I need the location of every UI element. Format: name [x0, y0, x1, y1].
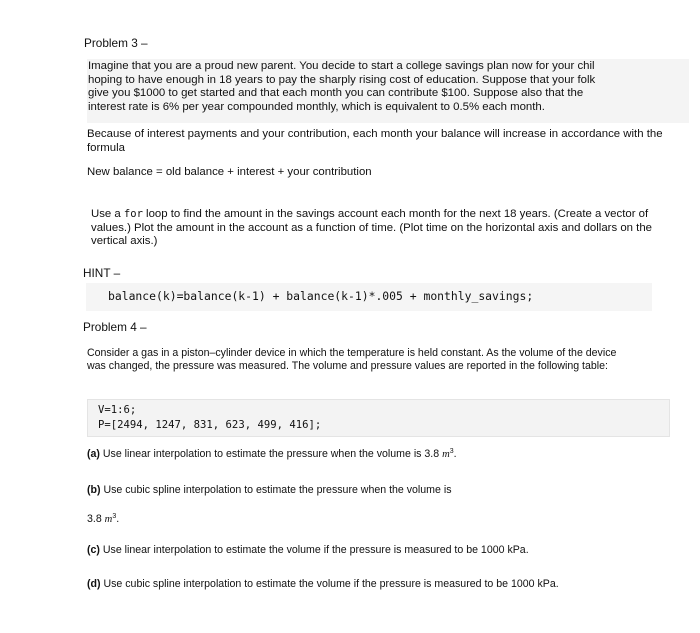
code-line-volume: V=1:6;: [98, 404, 137, 416]
hint-label: HINT –: [83, 266, 121, 280]
question-c: [87, 544, 529, 557]
question-b-label: (b): [87, 484, 101, 496]
problem3-formula: New balance = old balance + interest + your contribution: [87, 166, 372, 178]
unit-variable: m: [104, 514, 113, 525]
unit-exponent: 3: [449, 448, 454, 455]
question-b: [87, 484, 452, 497]
question-b-number: 3.8: [87, 513, 105, 525]
problem3-intro-line-4: interest rate is 6% per year compounded monthly, which is equivalent to 0.5% each month.: [88, 100, 545, 113]
problem3-intro-line-1: Imagine that you are a proud new parent. You decide to start a college savings plan now for your chil: [88, 60, 595, 72]
question-d-text: Use cubic spline interpolation to estimate the volume if the pressure is measured to be 1000 kPa.: [100, 578, 559, 590]
problem3-task-part1: Use a: [91, 208, 124, 220]
code-line-pressure: P=[2494, 1247, 831, 623, 499, 416];: [98, 418, 322, 431]
problem4-title: Problem 4 –: [83, 320, 147, 334]
problem3-title: Problem 3 –: [84, 36, 148, 50]
problem3-task: [91, 208, 671, 249]
unit-exponent: 3: [112, 513, 117, 520]
problem3-intro: [87, 59, 689, 123]
problem3-because-paragraph: Because of interest payments and your contribution, each month your balance will increase in accordance with the formula: [87, 128, 663, 154]
problem4-code-block: [87, 399, 670, 437]
question-d: [87, 578, 559, 591]
question-c-label: (c): [87, 544, 100, 556]
problem3-intro-line-2: hoping to have enough in 18 years to pay the sharply rising cost of education. Suppose that your folk: [88, 73, 596, 86]
problem3-task-part2: loop to find the amount in the savings account each month for the next 18 years. (Create a vector of values.) Plot the amount in the account as a function of time. (Plot time on the horizontal axis and dollars on the vertical axis.): [91, 208, 652, 248]
question-b-value: 3.8 $m^3$.: [87, 513, 120, 525]
unit-variable: m: [442, 449, 450, 460]
problem3-intro-line-3: give you $1000 to get started and that each month you can contribute $100. Suppose also that the: [88, 87, 584, 100]
question-a-label: (a): [87, 448, 100, 460]
question-a: (a) Use linear interpolation to estimate the pressure when the volume is 3.8 $m^3$.: [87, 448, 457, 460]
hint-code-block: [86, 283, 652, 311]
question-b-text: Use cubic spline interpolation to estimate the pressure when the volume is: [100, 484, 452, 496]
for-keyword: for: [123, 208, 143, 220]
question-a-text: Use linear interpolation to estimate the pressure when the volume is 3.8: [99, 448, 443, 460]
hint-code: balance(k)=balance(k-1) + balance(k-1)*.005 + monthly_savings;: [108, 289, 534, 303]
problem4-intro: Consider a gas in a piston–cylinder device in which the temperature is held constant. As the volume of the device was changed, the pressure was measured. The volume and pressure values are reported in the following table:: [87, 347, 617, 373]
question-c-text: Use linear interpolation to estimate the volume if the pressure is measured to be 1000 kPa.: [99, 544, 529, 556]
question-d-label: (d): [87, 578, 101, 590]
